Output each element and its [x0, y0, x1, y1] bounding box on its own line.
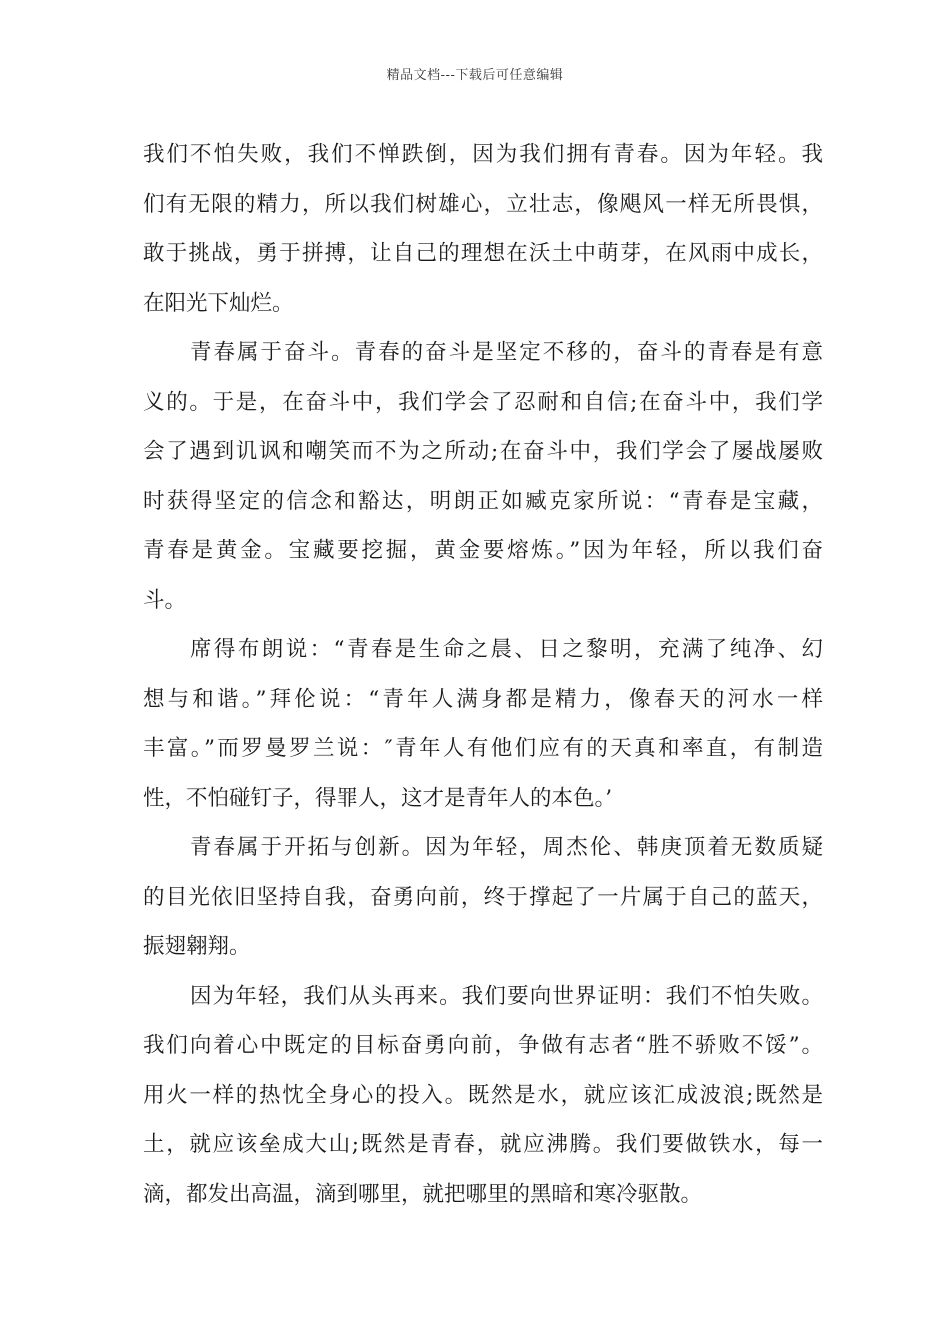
text-line: 因为年轻，我们从头再来。我们要向世界证明：我们不怕失败。	[190, 983, 823, 1009]
page-header: 精品文档---下载后可任意编辑	[386, 68, 564, 83]
text-line: 席得布朗说：“青春是生命之晨、日之黎明，充满了纯净、幻	[190, 637, 823, 662]
text-line: 用火一样的热忱全身心的投入。既然是水，就应该汇成波浪;既然是	[143, 1082, 823, 1108]
text-line: 敢于挑战，勇于拼搏，让自己的理想在沃土中萌芽，在风雨中成长，	[143, 241, 823, 266]
document-body	[143, 130, 823, 1219]
text-line: 想与和谐。”拜伦说：“青年人满身都是精力，像春天的河水一样	[143, 686, 823, 712]
paragraph	[143, 823, 823, 972]
text-line: 土，就应该垒成大山;既然是青春，就应沸腾。我们要做铁水，每一	[143, 1132, 823, 1157]
text-line: 会了遇到讥讽和嘲笑而不为之所动;在奋斗中，我们学会了屡战屡败	[143, 439, 823, 464]
text-line: 们有无限的精力，所以我们树雄心，立壮志，像飓风一样无所畏惧，	[143, 191, 823, 217]
paragraph	[143, 625, 823, 823]
paragraph	[143, 130, 823, 328]
paragraph	[143, 328, 823, 625]
text-line: 滴，都发出高温，滴到哪里，就把哪里的黑暗和寒冷驱散。	[143, 1181, 703, 1207]
text-line: 我们不怕失败，我们不惮跌倒，因为我们拥有青春。因为年轻。我	[143, 142, 823, 167]
text-line: 青春属于开拓与创新。因为年轻，周杰伦、韩庚顶着无数质疑	[190, 835, 823, 860]
text-line: 青春是黄金。宝藏要挖掘，黄金要熔炼。”因为年轻，所以我们奋	[143, 538, 823, 563]
text-line: 我们向着心中既定的目标奋勇向前，争做有志者“胜不骄败不馁”。	[143, 1033, 823, 1058]
text-line: 斗。	[143, 587, 187, 613]
text-line: 性，不怕碰钉子，得罪人，这才是青年人的本色。’	[143, 785, 613, 811]
paragraph	[143, 972, 823, 1220]
text-line: 振翅翱翔。	[143, 934, 251, 959]
text-line: 义的。于是，在奋斗中，我们学会了忍耐和自信;在奋斗中，我们学	[143, 389, 823, 415]
text-line: 青春属于奋斗。青春的奋斗是坚定不移的，奋斗的青春是有意	[190, 340, 823, 365]
text-line: 在阳光下灿烂。	[143, 290, 294, 316]
text-line: 的目光依旧坚持自我，奋勇向前，终于撑起了一片属于自己的蓝天，	[143, 884, 823, 910]
text-line: 丰富。”而罗曼罗兰说：″青年人有他们应有的天真和率直，有制造	[143, 736, 823, 761]
text-line: 时获得坚定的信念和豁达，明朗正如臧克家所说：“青春是宝藏，	[143, 488, 823, 514]
